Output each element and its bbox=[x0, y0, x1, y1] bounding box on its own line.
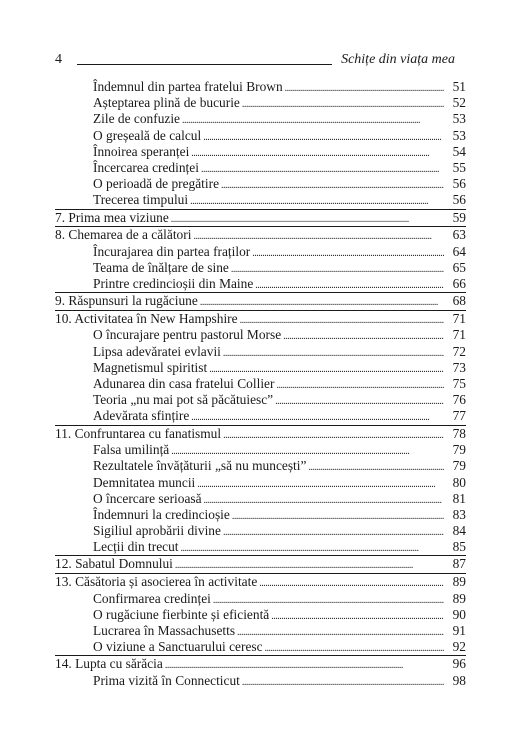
toc-entry-page: 98 bbox=[452, 673, 466, 688]
toc-section-entry bbox=[55, 192, 466, 208]
toc-section-entry bbox=[55, 376, 466, 392]
toc-entry-title: Încurajarea din partea fraților bbox=[93, 243, 251, 259]
toc-section-entry bbox=[55, 327, 466, 343]
toc-section-entry bbox=[55, 673, 466, 689]
toc-entry-title: Demnitatea muncii bbox=[93, 474, 196, 490]
toc-entry-title: Printre credincioșii din Maine bbox=[93, 276, 254, 292]
toc-entry-page: 68 bbox=[452, 293, 466, 309]
toc-entry-page: 63 bbox=[452, 227, 466, 243]
toc-entry-title: O încurajare pentru pastorul Morse bbox=[93, 327, 282, 343]
toc-section-entry bbox=[55, 176, 466, 192]
toc-entry-page: 53 bbox=[452, 127, 466, 143]
toc-entry-page: 51 bbox=[452, 79, 466, 94]
toc-chapter-entry bbox=[55, 555, 466, 573]
toc-entry-page: 81 bbox=[452, 490, 466, 506]
toc-entry-title: Sigiliul aprobării divine bbox=[93, 523, 221, 539]
toc-section-entry bbox=[55, 623, 466, 639]
toc-section-entry bbox=[55, 244, 466, 260]
toc-entry-page: 78 bbox=[452, 425, 466, 441]
toc-entry-title: Lipsa adevăratei evlavii bbox=[93, 343, 221, 359]
toc-entry-title: 12. Sabatul Domnului bbox=[55, 556, 173, 572]
toc-entry-title: Lucrarea în Massachusetts bbox=[93, 623, 236, 639]
toc-entry-page: 91 bbox=[452, 623, 466, 639]
toc-entry-title: Falsa umilință bbox=[93, 442, 170, 458]
toc-entry-page: 66 bbox=[452, 276, 466, 292]
toc-entry-title: Adevărata sfințire bbox=[93, 408, 190, 424]
toc-section-entry bbox=[55, 442, 466, 458]
toc-entry-page: 56 bbox=[452, 192, 466, 208]
toc-section-entry bbox=[55, 591, 466, 607]
toc-entry-page: 96 bbox=[452, 656, 466, 672]
toc-entry-title: Trecerea timpului bbox=[93, 192, 189, 208]
toc-entry-title: Înnoirea speranței bbox=[93, 143, 190, 159]
toc-entry-page: 71 bbox=[452, 310, 466, 326]
toc-entry-page: 64 bbox=[452, 243, 466, 259]
toc-section-entry bbox=[55, 260, 466, 276]
toc-chapter-entry bbox=[55, 310, 466, 328]
header-rule bbox=[77, 64, 332, 65]
toc-entry-page: 90 bbox=[452, 606, 466, 622]
toc-entry-page: 75 bbox=[452, 376, 466, 391]
toc-entry-title: Magnetismul spiritist bbox=[93, 359, 208, 375]
toc-section-entry bbox=[55, 639, 466, 655]
toc-section-entry bbox=[55, 344, 466, 360]
toc-entry-title: Confirmarea credinței bbox=[93, 590, 211, 606]
toc-section-entry bbox=[55, 507, 466, 523]
toc-section-entry bbox=[55, 539, 466, 555]
toc-section-entry bbox=[55, 523, 466, 539]
toc-entry-title: O rugăciune fierbinte și eficientă bbox=[93, 606, 270, 622]
toc-entry-title: O încercare serioasă bbox=[93, 490, 202, 506]
toc-entry-page: 92 bbox=[452, 639, 466, 655]
toc-section-entry bbox=[55, 95, 466, 111]
toc-entry-page: 77 bbox=[452, 408, 466, 424]
toc-section-entry bbox=[55, 607, 466, 623]
toc-section-entry bbox=[55, 475, 466, 491]
toc-entry-title: O viziune a Sanctuarului ceresc bbox=[93, 639, 263, 655]
toc-entry-title: Adunarea din casa fratelui Collier bbox=[93, 376, 275, 391]
toc-entry-page: 73 bbox=[452, 359, 466, 375]
toc-section-entry bbox=[55, 276, 466, 292]
toc-entry-page: 89 bbox=[452, 574, 466, 590]
toc-entry-page: 83 bbox=[452, 506, 466, 522]
toc-chapter-entry bbox=[55, 292, 466, 310]
toc-entry-title: Așteptarea plină de bucurie bbox=[93, 95, 240, 111]
toc-entry-page: 72 bbox=[452, 343, 466, 359]
toc-chapter-entry bbox=[55, 573, 466, 591]
toc-entry-page: 80 bbox=[452, 474, 466, 490]
toc-section-entry bbox=[55, 128, 466, 144]
toc-entry-page: 71 bbox=[452, 327, 466, 343]
toc-entry-page: 85 bbox=[452, 539, 466, 555]
toc-entry-page: 84 bbox=[452, 523, 466, 539]
toc-section-entry bbox=[55, 111, 466, 127]
running-title: Schițe din viața mea bbox=[341, 52, 455, 67]
toc-section-entry bbox=[55, 360, 466, 376]
toc-entry-title: O greșeală de calcul bbox=[93, 127, 202, 143]
toc-entry-title: 7. Prima mea viziune bbox=[55, 209, 169, 225]
toc-entry-page: 89 bbox=[452, 590, 466, 606]
toc-entry-title: Îndemnul din partea fratelui Brown bbox=[93, 79, 283, 94]
toc-entry-title: 8. Chemarea de a călători bbox=[55, 227, 192, 243]
toc-entry-title: 9. Răspunsuri la rugăciune bbox=[55, 293, 198, 309]
toc-entry-title: O perioadă de pregătire bbox=[93, 176, 220, 192]
toc-entry-title: 10. Activitatea în New Hampshire bbox=[55, 310, 238, 326]
page-header bbox=[55, 51, 455, 71]
toc-section-entry bbox=[55, 491, 466, 507]
page-number: 4 bbox=[55, 52, 62, 67]
toc-chapter-entry bbox=[55, 209, 466, 227]
toc-entry-title: Teama de înălțare de sine bbox=[93, 259, 229, 275]
toc-chapter-entry bbox=[55, 655, 466, 673]
toc-entry-page: 52 bbox=[452, 95, 466, 111]
toc-entry-page: 59 bbox=[452, 209, 466, 225]
toc-entry-page: 87 bbox=[452, 556, 466, 572]
dot-leader bbox=[242, 675, 444, 691]
table-of-contents bbox=[55, 79, 466, 689]
toc-section-entry bbox=[55, 392, 466, 408]
toc-entry-page: 53 bbox=[452, 111, 466, 127]
toc-chapter-entry bbox=[55, 226, 466, 244]
toc-entry-page: 65 bbox=[452, 259, 466, 275]
toc-entry-title: Îndemnuri la credincioșie bbox=[93, 506, 230, 522]
toc-section-entry bbox=[55, 79, 466, 95]
toc-entry-page: 56 bbox=[452, 176, 466, 192]
toc-entry-title: 14. Lupta cu sărăcia bbox=[55, 656, 163, 672]
toc-entry-title: Încercarea credinței bbox=[93, 159, 199, 175]
toc-entry-title: Lecții din trecut bbox=[93, 539, 179, 555]
toc-entry-title: Prima vizită în Connecticut bbox=[93, 673, 240, 688]
toc-entry-page: 55 bbox=[452, 159, 466, 175]
toc-section-entry bbox=[55, 160, 466, 176]
toc-entry-title: Rezultatele învățăturii „să nu muncești” bbox=[93, 458, 307, 474]
toc-entry-page: 76 bbox=[452, 392, 466, 408]
toc-entry-title: 11. Confruntarea cu fanatismul bbox=[55, 425, 222, 441]
toc-entry-title: Teoria „nu mai pot să păcătuiesc” bbox=[93, 392, 274, 408]
toc-entry-page: 79 bbox=[452, 442, 466, 458]
toc-section-entry bbox=[55, 458, 466, 474]
toc-chapter-entry bbox=[55, 425, 466, 443]
toc-section-entry bbox=[55, 144, 466, 160]
toc-entry-page: 54 bbox=[452, 143, 466, 159]
toc-entry-page: 79 bbox=[452, 458, 466, 474]
toc-entry-title: Zile de confuzie bbox=[93, 111, 180, 127]
toc-section-entry bbox=[55, 408, 466, 424]
toc-entry-title: 13. Căsătoria și asocierea în activitate bbox=[55, 574, 258, 590]
